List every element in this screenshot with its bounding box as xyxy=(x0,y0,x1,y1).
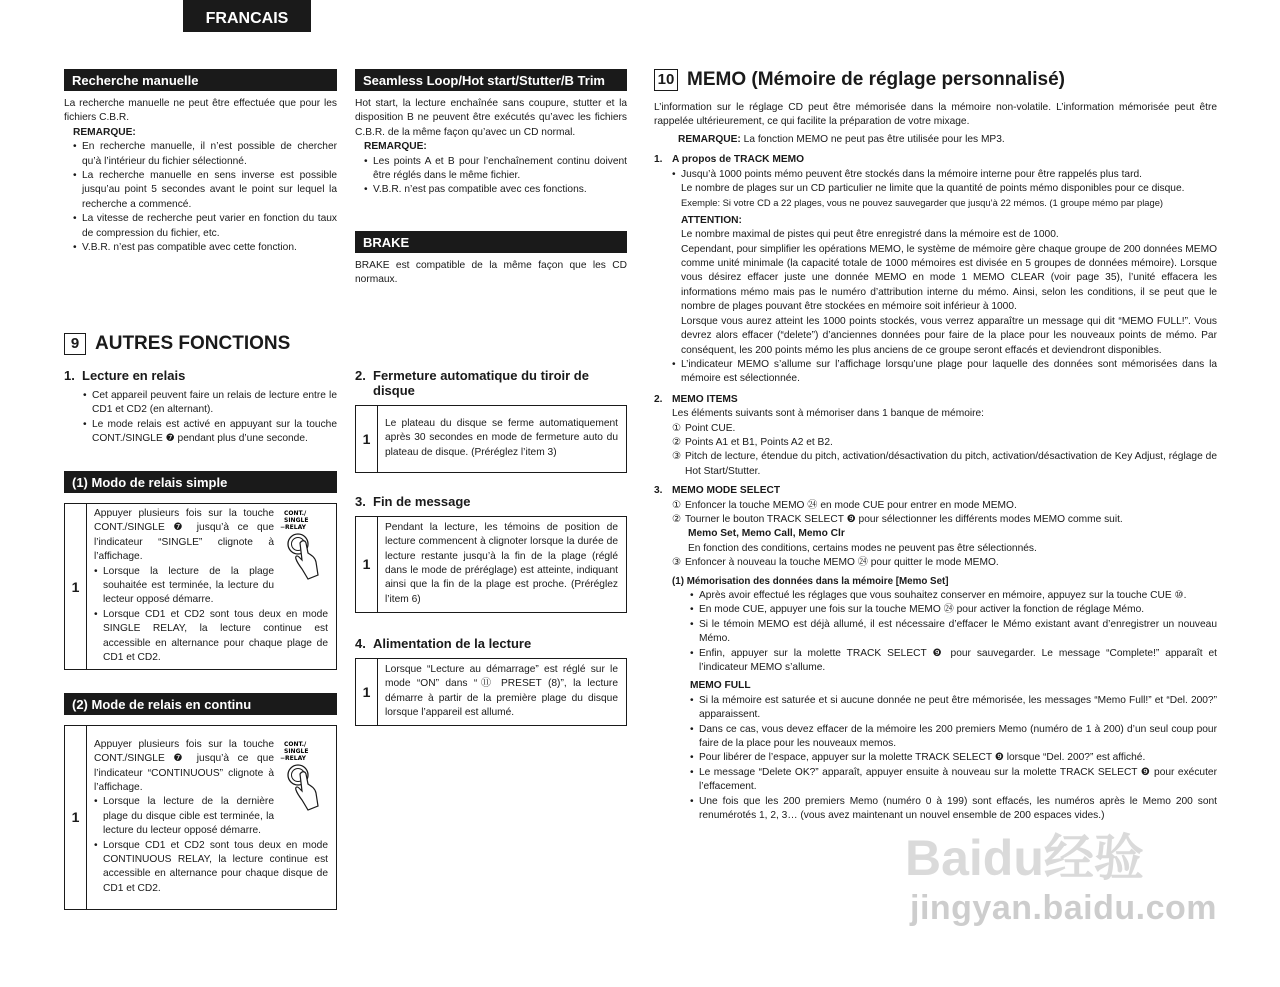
memo-modes-note: En fonction des conditions, certains modes ne peuvent pas être sélectionnés. xyxy=(688,542,1037,554)
fin-message-section xyxy=(355,494,627,613)
svg-text:SINGLE: SINGLE xyxy=(284,517,309,524)
list-item: • Enfin, appuyer sur la molette TRACK SELECT ❾ pour sauvegarder. Le message “Complete!” apparaît et l’indicateur MEMO s’allume. xyxy=(681,647,1217,676)
memo-items-intro: Les éléments suivants sont à mémoriser dans 1 banque de mémoire: xyxy=(672,408,985,420)
subsection-number: 2. xyxy=(654,393,663,405)
list-item: • Si le témoin MEMO est déjà allumé, il est nécessaire d’effacer le Mémo existant avant d’enregistrer un nouveau Mémo. xyxy=(681,618,1217,647)
list-item: • Une fois que les 200 premiers Memo (numéro 0 à 199) sont effacés, les numéros après le Memo 200 sont renumérotés 1, 2, 3… (vous avez maintenant un nouvel ensemble de 200 espaces vides.) xyxy=(681,795,1217,824)
brake-section xyxy=(355,231,627,288)
step-text: Lorsque “Lecture au démarrage” est réglé sur le mode “ON” dans “⑪ PRESET (8)”, la lecture démarre à partir de la première plage du disque lorsque l’appareil est allumé. xyxy=(385,663,618,718)
step-number: 1 xyxy=(65,504,87,670)
step-table xyxy=(64,725,337,910)
list-item: • Lorsque la lecture de la plage souhaitée est terminée, la lecture du lecteur opposé démarre. xyxy=(94,565,328,608)
memo-step: Tourner le bouton TRACK SELECT ❾ pour sélectionner les différents modes MEMO comme suit. xyxy=(685,513,1123,525)
list-item: • Jusqu’à 1000 points mémo peuvent être stockés dans la mémoire interne pour être rappelés plus tard. xyxy=(663,168,1217,182)
subsection-title: A propos de TRACK MEMO xyxy=(672,154,805,166)
step-text: Le plateau du disque se ferme automatiquement après 30 secondes en mode de fermeture auto du plateau de disque. (Préréglez l’item 3) xyxy=(385,417,618,458)
step-table xyxy=(355,405,627,473)
step-number: 1 xyxy=(356,406,378,473)
list-item: • Lorsque CD1 et CD2 sont tous deux en mode SINGLE RELAY, la lecture continue est accessible en alternance pour chaque plage de CD1 et CD2. xyxy=(94,608,328,666)
subsection-title: Alimentation de la lecture xyxy=(373,636,532,651)
recherche-title: Recherche manuelle xyxy=(64,69,337,91)
language-tab: FRANCAIS xyxy=(183,0,311,32)
relais-continu-section xyxy=(64,693,337,910)
list-item: • Cet appareil peuvent faire un relais de lecture entre le CD1 et CD2 (en alternant). xyxy=(74,389,337,418)
memo-section xyxy=(654,69,1217,824)
autres-heading xyxy=(64,333,364,355)
list-item: • La vitesse de recherche peut varier en fonction du taux de compression du fichier, etc. xyxy=(64,212,337,241)
alimentation-section xyxy=(355,636,627,726)
list-item: • La recherche manuelle en sens inverse est possible jusqu’au point 5 secondes avant le point sur lequel la recherche a commencé. xyxy=(64,169,337,212)
svg-text:SINGLE: SINGLE xyxy=(284,747,309,755)
memo-item: Points A1 et B1, Points A2 et B2. xyxy=(685,436,833,448)
list-item: • Le message “Delete OK?” apparaît, appuyer ensuite à nouveau sur la molette TRACK SELECT ❾ pour exécuter l’effacement. xyxy=(681,766,1217,795)
svg-text:CONT./: CONT./ xyxy=(284,510,307,517)
section-title: MEMO (Mémoire de réglage personnalisé) xyxy=(687,69,1065,90)
list-item: • L’indicateur MEMO s’allume sur l’affichage lorsqu’une plage pour laquelle des données sont mémorisées dans la mémoire est sélectionnée. xyxy=(663,358,1217,387)
memo-paragraph: Lorsque vous aurez atteint les 1000 points stockés, vous verrez apparaître un message qui dit “MEMO FULL!”. Vous devrez alors effacer (“delete”) d’anciennes données pour faire de la place pour les nouveaux points de mémo. Par conséquent, les 200 points mémo les plus anciens de ce groupe seront effacés et deviendront disponibles. xyxy=(681,315,1217,356)
step-intro: Appuyer plusieurs fois sur la touche CONT./SINGLE ❼ jusqu’à ce que l’indicateur “CONTINUOUS” clignote à l’affichage. xyxy=(94,738,274,793)
list-item: • V.B.R. n’est pas compatible avec cette fonction. xyxy=(64,241,337,255)
step-table xyxy=(64,503,337,670)
step-table xyxy=(355,516,627,613)
subsection-number: 3. xyxy=(355,494,366,509)
list-item: • Après avoir effectué les réglages que vous souhaitez conserver en mémoire, appuyez sur la touche CUE ⑩. xyxy=(681,589,1217,603)
step-number: 1 xyxy=(356,659,378,726)
list-item: • En mode CUE, appuyer une fois sur la touche MEMO ㉔ pour activer la fonction de réglage Mémo. xyxy=(681,603,1217,617)
memo-paragraph: Le nombre de plages sur un CD particulier ne limite que la quantité de points mémo disponibles pour ce disque. xyxy=(681,183,1185,195)
subsection-number: 1. xyxy=(654,154,663,166)
memo-remark-label: REMARQUE: xyxy=(678,133,741,145)
seamless-intro: Hot start, la lecture enchaînée sans coupure, stutter et la disposition B ne peuvent être exécutés qu’avec les fichiers C.B.R. de la même façon qu’avec un CD normal. xyxy=(355,98,627,138)
relais-continu-title: (2) Mode de relais en continu xyxy=(64,693,337,715)
memo-step: Enfoncer à nouveau la touche MEMO ㉔ pour quitter le mode MEMO. xyxy=(685,557,999,569)
svg-text:CONT./: CONT./ xyxy=(284,740,307,748)
step-number: 1 xyxy=(65,726,87,910)
list-item: • Si la mémoire est saturée et si aucune donnée ne peut être mémorisée, les messages “Memo Full!” et “Del. 200?” apparaissent. xyxy=(681,694,1217,723)
recherche-intro: La recherche manuelle ne peut être effectuée que pour les fichiers C.B.R. xyxy=(64,98,337,124)
svg-text:−RELAY: −RELAY xyxy=(280,524,306,531)
subsection-number: 2. xyxy=(355,368,366,383)
subsection-title: Fermeture automatique du tiroir de disque xyxy=(373,368,589,398)
subsection-title: MEMO ITEMS xyxy=(672,393,738,405)
list-item: • Les points A et B pour l’enchaînement continu doivent être réglés dans le même fichier. xyxy=(355,155,627,184)
subsection-number: 3. xyxy=(654,485,663,497)
memo-paragraph: Cependant, pour simplifier les opérations MEMO, le système de mémoire gère chaque groupe de 200 données MEMO comme unité minimale (la capacité totale de 1000 mémoires est divisée en 5 groupes de données mémoire). Lorsque vous désirez effacer juste une donnée MEMO en mode 1 MEMO CLEAR (voir page 35), l’unité effacera les informations mémo mais pas le numéro d’attribution interne du mémo. Ainsi, selon les conditions, il se peut que le nombre de plages pouvant être stockées en mémoire soit inférieur à 1000. xyxy=(681,243,1217,313)
watermark-logo: Baidu经验 xyxy=(905,830,1144,886)
memo-item: Point CUE. xyxy=(685,422,736,434)
memo-paragraph: Le nombre maximal de pistes qui peut être enregistré dans la mémoire est de 1000. xyxy=(681,229,1059,241)
list-item: • Dans ce cas, vous devez effacer de la mémoire les 200 premiers Memo (numéro de 1 à 200) d’un seul coup pour faire de la place pour les nouveaux memos. xyxy=(681,723,1217,752)
attention-label: ATTENTION: xyxy=(681,214,742,226)
memo-example: Exemple: Si votre CD a 22 plages, vous ne pouvez sauvegarder que jusqu’à 22 mémos. (1 groupe mémo par plage) xyxy=(681,197,1164,209)
subsection-number: 1. xyxy=(64,368,75,383)
step-number: 1 xyxy=(356,517,378,613)
recherche-section xyxy=(64,69,337,255)
item-marker: ① xyxy=(672,499,682,511)
brake-text: BRAKE est compatible de la même façon que les CD normaux. xyxy=(355,260,627,286)
seamless-title: Seamless Loop/Hot start/Stutter/B Trim xyxy=(355,69,627,91)
list-item: • Lorsque la lecture de la dernière plage du disque cible est terminée, la lecture du lecteur opposé démarre. xyxy=(94,795,328,838)
subsection-title: Lecture en relais xyxy=(82,368,186,383)
item-marker: ② xyxy=(672,513,682,525)
section-number: 10 xyxy=(654,69,678,91)
section-title: AUTRES FONCTIONS xyxy=(95,333,291,354)
relais-simple-section xyxy=(64,471,337,670)
step-intro: Appuyer plusieurs fois sur la touche CONT./SINGLE ❼ jusqu’à ce que l’indicateur “SINGLE” clignote à l’affichage. xyxy=(94,508,274,563)
item-marker: ③ xyxy=(672,451,682,463)
list-item: • En recherche manuelle, il n’est possible de chercher qu’à l’intérieur du fichier sélectionné. xyxy=(64,140,337,169)
step-text: Pendant la lecture, les témoins de position de lecture commencent à clignoter lorsque la durée de lecture restante jusqu’à la fin de la plage (réglé dans le mode de préréglage) est atteinte, indiquant ainsi que la fin de la plage est proche. (Préréglez l’item 6) xyxy=(385,521,618,605)
memo-set-title: (1) Mémorisation des données dans la mémoire [Memo Set] xyxy=(672,575,949,587)
relais-simple-title: (1) Modo de relais simple xyxy=(64,471,337,493)
memo-full-title: MEMO FULL xyxy=(690,680,751,692)
list-item: • Lorsque CD1 et CD2 sont tous deux en mode CONTINUOUS RELAY, la lecture continue est accessible en alternance pour chaque disque de CD1 et CD2. xyxy=(94,839,328,897)
brake-title: BRAKE xyxy=(355,231,627,253)
subsection-title: MEMO MODE SELECT xyxy=(672,485,781,497)
memo-step: Enfoncer la touche MEMO ㉔ en mode CUE pour entrer en mode MEMO. xyxy=(685,499,1017,511)
seamless-section xyxy=(355,69,627,198)
seamless-remark-label: REMARQUE: xyxy=(364,141,427,153)
subsection-title: Fin de message xyxy=(373,494,471,509)
item-marker: ② xyxy=(672,436,682,448)
list-item: • V.B.R. n’est pas compatible avec ces fonctions. xyxy=(355,183,627,197)
svg-text:−RELAY: −RELAY xyxy=(280,754,306,762)
subsection-number: 4. xyxy=(355,636,366,651)
memo-item: Pitch de lecture, étendue du pitch, activation/désactivation du pitch, activation/désactivation de Key Adjust, réglage de Hot Start/Stutter. xyxy=(685,451,1217,477)
watermark-url: jingyan.baidu.com xyxy=(910,889,1217,927)
list-item: • Pour libérer de l’espace, appuyer sur la molette TRACK SELECT ❾ lorsque “Del. 200?” est affiché. xyxy=(681,751,1217,765)
relais-section xyxy=(64,368,337,447)
step-table xyxy=(355,658,627,726)
item-marker: ① xyxy=(672,422,682,434)
memo-intro: L’information sur le réglage CD peut être mémorisée dans la mémoire non-volatile. L’information mémorisée peut être rappelée ultérieurement, ce qui facilite la préparation de votre mixage. xyxy=(654,102,1217,128)
section-number: 9 xyxy=(64,333,86,355)
fermeture-section xyxy=(355,368,627,473)
item-marker: ③ xyxy=(672,557,682,569)
list-item: • Le mode relais est activé en appuyant sur la touche CONT./SINGLE ❼ pendant plus d’une seconde. xyxy=(74,418,337,447)
recherche-remark-label: REMARQUE: xyxy=(73,126,136,138)
memo-modes: Memo Set, Memo Call, Memo Clr xyxy=(688,528,845,540)
memo-remark-text: La fonction MEMO ne peut pas être utilisée pour les MP3. xyxy=(743,133,1005,145)
